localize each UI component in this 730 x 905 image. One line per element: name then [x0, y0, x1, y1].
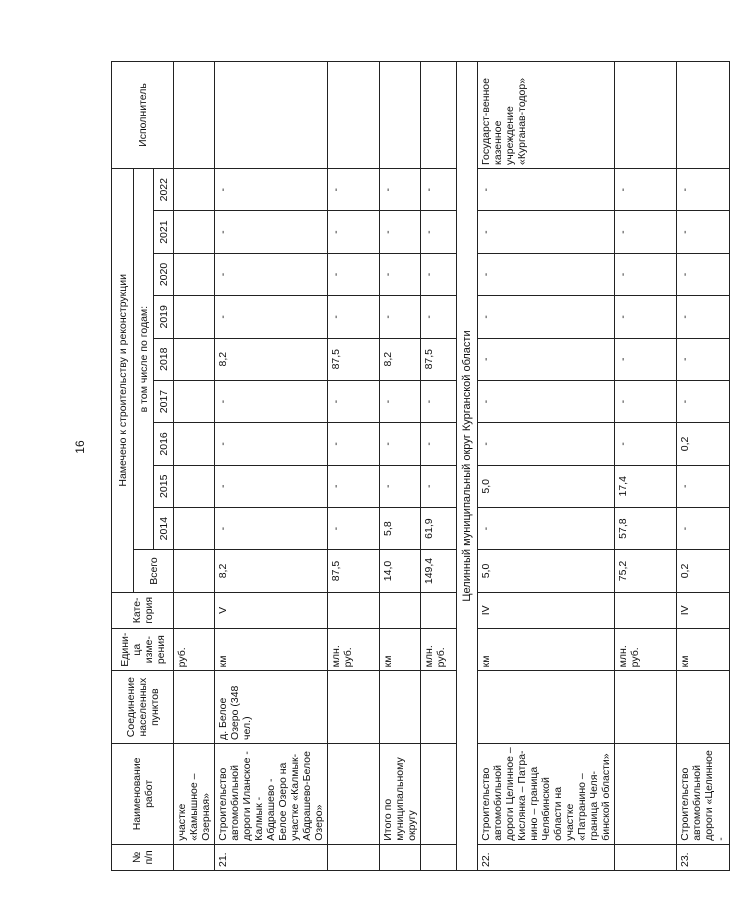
table-row	[421, 62, 457, 871]
header-year: 2014	[154, 507, 174, 549]
row-year-value: -	[615, 338, 677, 380]
row-unit: млн. руб.	[421, 628, 457, 670]
row-year-value: -	[615, 423, 677, 465]
row-year-value: -	[328, 253, 380, 295]
row-num	[328, 844, 380, 870]
row-num	[615, 844, 677, 870]
row-num	[174, 844, 215, 870]
row-category: V	[215, 592, 328, 628]
region-section	[457, 62, 478, 871]
table-row	[677, 62, 730, 871]
row-total: 8,2	[215, 550, 328, 592]
row-category	[174, 592, 215, 628]
row-unit: млн. руб.	[615, 628, 677, 670]
row-total: 5,0	[478, 550, 615, 592]
header-unit: Едини-ца изме-рения	[112, 628, 174, 670]
row-year-value: -	[478, 253, 615, 295]
row-executor	[421, 62, 457, 169]
row-year-value: -	[380, 296, 421, 338]
row-name: Итого по муниципальному округу	[380, 743, 421, 844]
row-year-value: -	[677, 507, 730, 549]
row-year-value: -	[215, 423, 328, 465]
row-year-value: 87,5	[328, 338, 380, 380]
row-year-value: -	[615, 380, 677, 422]
row-name	[615, 743, 677, 844]
row-year-value: -	[215, 168, 328, 210]
row-year-value: 5,8	[380, 507, 421, 549]
row-year-value: -	[421, 465, 457, 507]
region-row	[457, 62, 478, 871]
row-year-value: -	[421, 211, 457, 253]
row-executor	[174, 62, 215, 169]
row-category: IV	[478, 592, 615, 628]
row-category: IV	[677, 592, 730, 628]
row-name	[328, 743, 380, 844]
row-year-value: -	[380, 253, 421, 295]
row-year-value: 8,2	[380, 338, 421, 380]
row-year-value: -	[328, 296, 380, 338]
row-executor	[380, 62, 421, 169]
row-executor: Государст-венное казенное учреждение «Курганав-тодор»	[478, 62, 615, 169]
row-year-value: -	[677, 380, 730, 422]
header-by-years: в том числе по годам:	[134, 168, 154, 549]
row-year-value: -	[478, 380, 615, 422]
row-name	[421, 743, 457, 844]
row-year-value: 0,2	[677, 423, 730, 465]
header-year: 2015	[154, 465, 174, 507]
table-body-upper	[174, 62, 457, 871]
row-unit: км	[677, 628, 730, 670]
row-year-value: -	[215, 211, 328, 253]
row-year-value: -	[328, 380, 380, 422]
row-name: участке «Камышное – Озерная»	[174, 743, 215, 844]
row-num	[421, 844, 457, 870]
header-num: № п/п	[112, 844, 174, 870]
row-year-value: -	[478, 296, 615, 338]
row-year-value: -	[615, 211, 677, 253]
header-total: Всего	[134, 550, 174, 592]
row-connection	[380, 671, 421, 744]
rotated-table-sheet	[111, 61, 727, 871]
row-year-value: 5,0	[478, 465, 615, 507]
row-year-value: -	[677, 338, 730, 380]
row-year-value: -	[421, 253, 457, 295]
row-year-value: -	[677, 465, 730, 507]
row-unit: км	[215, 628, 328, 670]
row-year-value: -	[380, 168, 421, 210]
row-connection	[328, 671, 380, 744]
row-year-value: -	[677, 296, 730, 338]
row-year-value	[174, 296, 215, 338]
row-year-value: -	[478, 168, 615, 210]
row-year-value: -	[328, 507, 380, 549]
row-year-value: -	[380, 211, 421, 253]
row-year-value	[174, 168, 215, 210]
row-year-value	[174, 465, 215, 507]
row-year-value: -	[215, 507, 328, 549]
row-unit: км	[478, 628, 615, 670]
row-category	[421, 592, 457, 628]
row-name: Строительство автомобильной дороги «Целинное -	[677, 743, 730, 844]
row-name: Строительство автомобильной дороги Целинное – Кислянка – Патра-нино – граница Челябинской области на участке «Патранино – граница Челя-бинской области»	[478, 743, 615, 844]
table-row	[328, 62, 380, 871]
row-category	[615, 592, 677, 628]
row-year-value: 17,4	[615, 465, 677, 507]
row-category	[328, 592, 380, 628]
row-total: 0,2	[677, 550, 730, 592]
row-connection	[478, 671, 615, 744]
header-year: 2017	[154, 380, 174, 422]
row-year-value: -	[677, 168, 730, 210]
row-year-value: -	[478, 338, 615, 380]
row-total	[174, 550, 215, 592]
header-year: 2020	[154, 253, 174, 295]
header-planned: Намечено к строительству и реконструкции	[112, 168, 134, 592]
row-year-value: -	[215, 253, 328, 295]
table-body-lower	[478, 62, 730, 871]
roads-construction-table	[111, 61, 730, 871]
row-year-value: -	[215, 380, 328, 422]
row-connection	[677, 671, 730, 744]
row-year-value: -	[615, 253, 677, 295]
row-num: 23.	[677, 844, 730, 870]
row-year-value: -	[328, 211, 380, 253]
row-year-value: -	[478, 507, 615, 549]
row-unit: руб.	[174, 628, 215, 670]
table-row	[380, 62, 421, 871]
header-connection: Соединение населенных пунктов	[112, 671, 174, 744]
row-category	[380, 592, 421, 628]
row-year-value	[174, 211, 215, 253]
row-total: 75,2	[615, 550, 677, 592]
row-year-value: -	[421, 168, 457, 210]
row-year-value: -	[615, 168, 677, 210]
row-year-value: -	[478, 423, 615, 465]
row-year-value: 8,2	[215, 338, 328, 380]
table-row	[478, 62, 615, 871]
row-year-value	[174, 253, 215, 295]
row-connection: д. Белое Озеро (348 чел.)	[215, 671, 328, 744]
header-year: 2022	[154, 168, 174, 210]
table-row	[215, 62, 328, 871]
row-unit: км	[380, 628, 421, 670]
row-year-value	[174, 423, 215, 465]
row-num	[380, 844, 421, 870]
header-year: 2018	[154, 338, 174, 380]
row-year-value: -	[421, 423, 457, 465]
row-year-value: 57,8	[615, 507, 677, 549]
row-year-value	[174, 507, 215, 549]
header-year: 2021	[154, 211, 174, 253]
row-year-value: -	[615, 296, 677, 338]
row-unit: млн. руб.	[328, 628, 380, 670]
row-connection	[421, 671, 457, 744]
row-year-value: -	[478, 211, 615, 253]
row-executor	[215, 62, 328, 169]
row-year-value: -	[677, 253, 730, 295]
header-year: 2016	[154, 423, 174, 465]
row-total: 14,0	[380, 550, 421, 592]
row-year-value: -	[380, 465, 421, 507]
row-total: 87,5	[328, 550, 380, 592]
row-year-value: -	[215, 296, 328, 338]
row-num: 22.	[478, 844, 615, 870]
row-connection	[174, 671, 215, 744]
row-year-value: -	[328, 465, 380, 507]
header-category: Кате-гория	[112, 592, 174, 628]
row-year-value: 61,9	[421, 507, 457, 549]
region-heading: Целинный муниципальный округ Курганской области	[457, 62, 478, 871]
table-row	[615, 62, 677, 871]
row-year-value: -	[421, 296, 457, 338]
row-executor	[677, 62, 730, 169]
row-year-value: -	[328, 423, 380, 465]
table-row	[174, 62, 215, 871]
row-year-value: -	[380, 380, 421, 422]
header-year: 2019	[154, 296, 174, 338]
page-number: 16	[73, 440, 87, 454]
row-year-value	[174, 380, 215, 422]
row-year-value: -	[215, 465, 328, 507]
row-executor	[615, 62, 677, 169]
row-num: 21.	[215, 844, 328, 870]
header-executor: Исполнитель	[112, 62, 174, 169]
row-connection	[615, 671, 677, 744]
row-year-value: 87,5	[421, 338, 457, 380]
row-year-value	[174, 338, 215, 380]
row-name: Строительство автомобильной дороги Иланское - Калмык - Абдрашево - Белое Озеро на участке «Калмык-Абдрашево-Белое Озеро»	[215, 743, 328, 844]
row-year-value: -	[677, 211, 730, 253]
row-executor	[328, 62, 380, 169]
row-total: 149,4	[421, 550, 457, 592]
row-year-value: -	[380, 423, 421, 465]
row-year-value: -	[328, 168, 380, 210]
row-year-value: -	[421, 380, 457, 422]
header-name: Наименование работ	[112, 743, 174, 844]
